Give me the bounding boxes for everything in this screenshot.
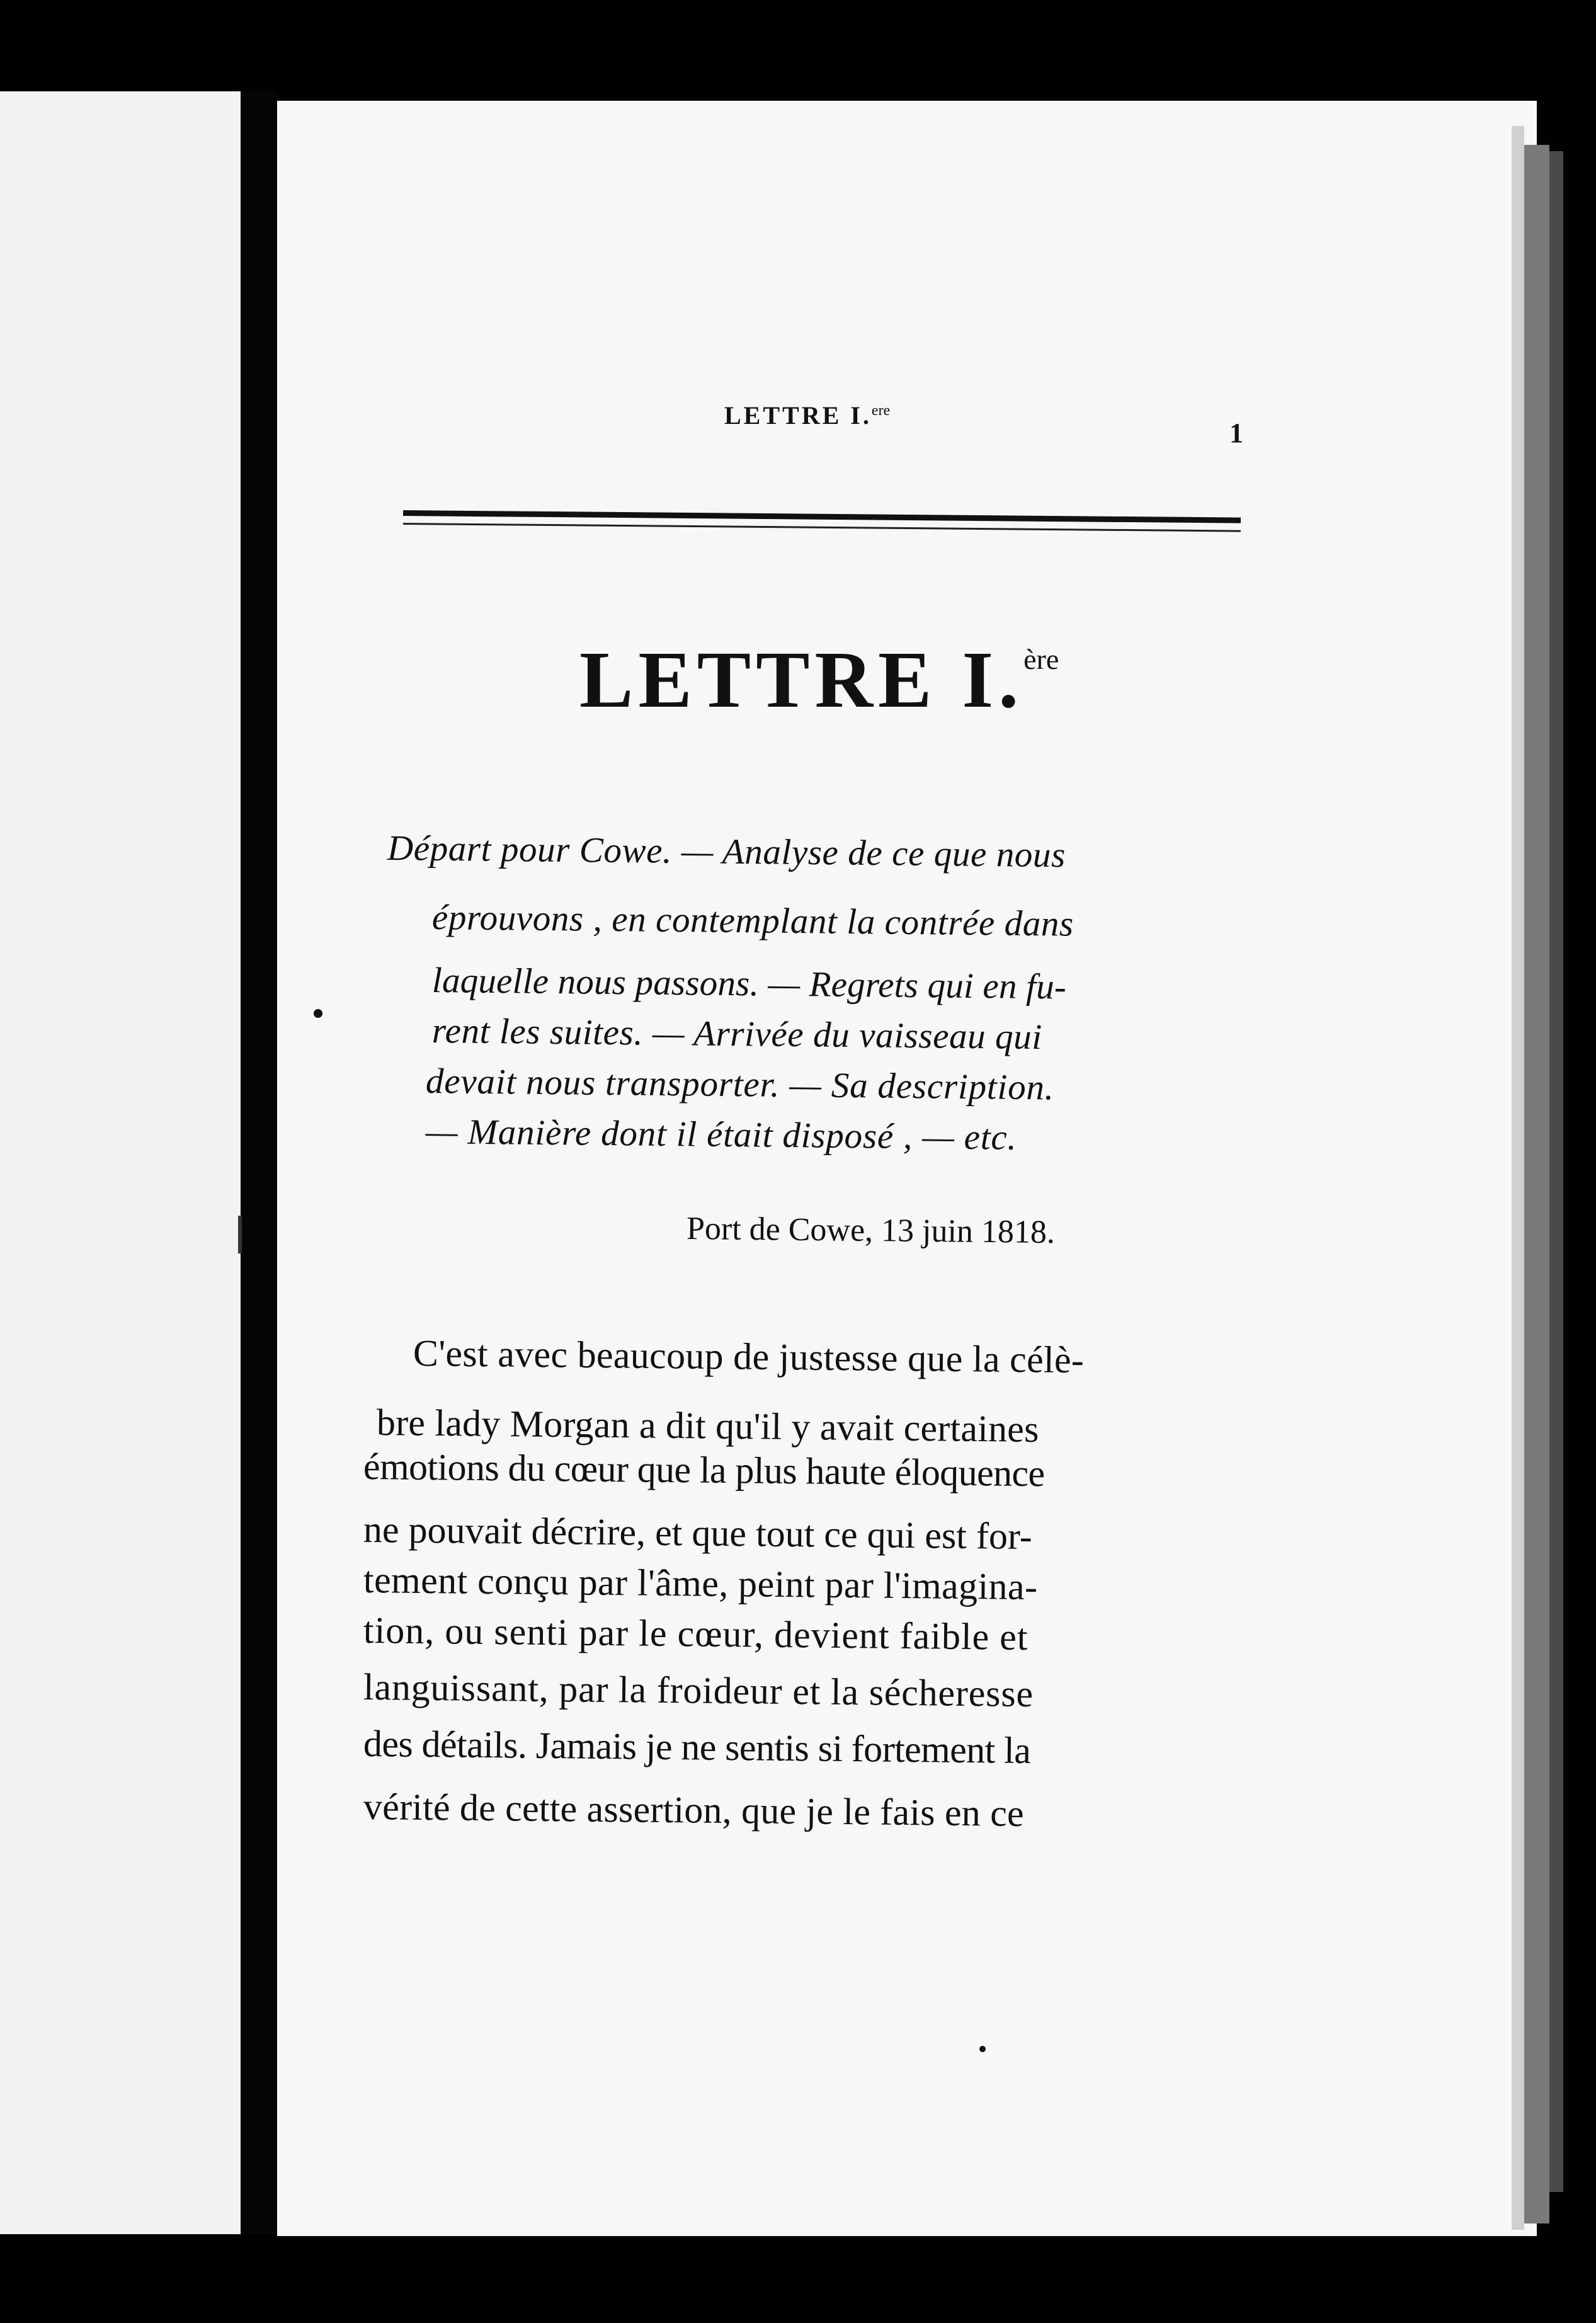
body-line: languissant, par la froideur et la sécheresse	[363, 1666, 1034, 1715]
ink-speck	[979, 2046, 986, 2052]
summary-line: Départ pour Cowe. — Analyse de ce que nous	[387, 828, 1066, 876]
gutter-mark	[238, 1216, 242, 1253]
letter-title-superscript: ère	[1023, 643, 1059, 675]
page-edge	[1549, 151, 1563, 2192]
body-line: vérité de cette assertion, que je le fais en ce	[363, 1786, 1025, 1834]
previous-page-fragment	[0, 91, 241, 2234]
body-line: C'est avec beaucoup de justesse que la célè-	[413, 1332, 1085, 1381]
body-line: émotions du cœur que la plus haute éloquence	[363, 1446, 1045, 1495]
summary-line: éprouvons , en contemplant la contrée dans	[431, 898, 1074, 944]
letter-title	[579, 635, 1059, 724]
body-line: tement conçu par l'âme, peint par l'imagina-	[363, 1559, 1038, 1608]
body-line: des détails. Jamais je ne sentis si fortement la	[363, 1723, 1031, 1772]
summary-line: laquelle nous passons. — Regrets qui en fu-	[431, 961, 1067, 1007]
book-gutter	[241, 91, 278, 2234]
body-line: ne pouvait décrire, et que tout ce qui est for-	[363, 1509, 1033, 1558]
margin-dot	[314, 1009, 322, 1018]
summary-line: devait nous transporter. — Sa description.	[425, 1061, 1055, 1108]
running-head-text: LETTRE I.	[724, 401, 872, 430]
body-line: bre lady Morgan a dit qu'il y avait certaines	[376, 1401, 1040, 1451]
book-page	[277, 101, 1537, 2236]
dateline: Port de Cowe, 13 juin 1818.	[686, 1211, 1056, 1251]
summary-line: rent les suites. — Arrivée du vaisseau qui	[431, 1011, 1043, 1058]
page-edge	[1524, 145, 1549, 2223]
running-head-superscript: ere	[871, 402, 891, 419]
page-edge	[1512, 126, 1524, 2230]
page-number: 1	[1229, 418, 1243, 448]
running-head	[724, 401, 890, 430]
summary-line: — Manière dont il était disposé , — etc.	[425, 1112, 1017, 1158]
body-line: tion, ou senti par le cœur, devient faible et	[363, 1609, 1029, 1658]
letter-title-text: LETTRE I.	[579, 635, 1024, 724]
